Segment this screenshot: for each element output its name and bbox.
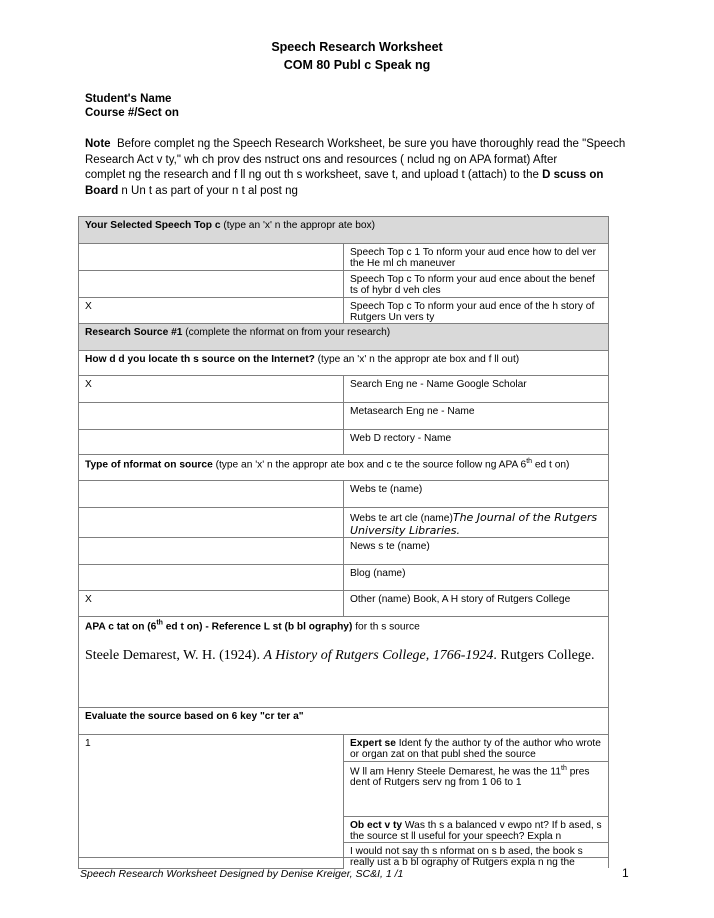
- locate-header-cell: [79, 351, 609, 376]
- type-header-cell: [79, 455, 609, 481]
- note-label: Note: [85, 138, 111, 150]
- evaluate-header-cell: [79, 708, 609, 735]
- worksheet-table: [78, 216, 609, 869]
- authority-prompt: Ident fy the author ty of the author who wrote or organ zat on that publ shed the source: [350, 738, 601, 760]
- locate-1-mark[interactable]: X: [79, 376, 344, 403]
- objectivity-prompt-cell: [344, 817, 609, 843]
- citation-publisher: . Rutgers College.: [493, 648, 595, 664]
- note-line-4: n Un t as part of your n t al post ng: [118, 184, 298, 197]
- type-1-text[interactable]: Webs te (name): [344, 481, 609, 508]
- type-1-mark[interactable]: [79, 481, 344, 508]
- authority-answer-sup: th: [561, 765, 567, 772]
- type-instructions-sup: th: [526, 458, 533, 465]
- locate-2-mark[interactable]: [79, 403, 344, 430]
- topic-header: Your Selected Speech Top c: [85, 220, 221, 231]
- apa-header: APA c tat on (6: [85, 621, 157, 633]
- footer-text: Speech Research Worksheet Designed by Denise Kreiger, SC&I, 1 /1: [80, 868, 404, 880]
- type-2-cell[interactable]: [344, 508, 609, 538]
- type-2-text: Webs te art cle (name): [350, 513, 453, 524]
- doc-subtitle: COM 80 Publ c Speak ng: [283, 58, 431, 72]
- apa-citation: [85, 648, 602, 664]
- authority-answer-text: W ll am Henry Steele Demarest, he was the 11: [350, 766, 562, 778]
- authority-label: Expert se: [350, 738, 396, 749]
- type-2-extra: The Journal of the Rutgers University Libraries.: [350, 511, 598, 537]
- locate-header: How d d you locate th s source on the Internet?: [85, 354, 315, 365]
- citation-title: A History of Rutgers College, 1766-1924: [263, 648, 494, 664]
- topic-1-text: Speech Top c 1 To nform your aud ence how to del ver the He ml ch maneuver: [344, 244, 609, 271]
- topic-1-mark[interactable]: [79, 244, 344, 271]
- type-5-mark[interactable]: X: [79, 591, 344, 617]
- doc-title: Speech Research Worksheet: [271, 40, 443, 54]
- note-board: Board: [85, 184, 119, 197]
- apa-cell[interactable]: [79, 617, 609, 708]
- page-number: 1: [622, 866, 629, 880]
- note-discussion: D scuss on: [542, 169, 604, 181]
- locate-1-text[interactable]: Search Eng ne - Name Google Scholar: [344, 376, 609, 403]
- authority-answer-end: pres dent of Rutgers serv ng from 1 06 to 1: [350, 766, 590, 789]
- topic-3-mark[interactable]: X: [79, 298, 344, 324]
- note-line-2: Research Act v ty," wh ch prov des nstruct ons and resources ( nclud ng on APA format) After: [85, 153, 558, 166]
- locate-instructions: (type an 'x' n the appropr ate box and f ll out): [314, 354, 520, 365]
- topic-2-text: Speech Top c To nform your aud ence about the benef ts of hybr d veh cles: [344, 271, 609, 298]
- objectivity-answer[interactable]: I would not say th s nformat on s b ased, the book s really ust a b bl ography of Rutgers expla n ng the: [344, 843, 609, 869]
- type-4-text[interactable]: Blog (name): [344, 565, 609, 591]
- note-line-1: Before complet ng the Speech Research Worksheet, be sure you have thoroughly read the "Speech: [116, 138, 626, 150]
- source-header-cell: [79, 324, 609, 351]
- evaluate-header: Evaluate the source based on 6 key "cr ter a": [85, 711, 304, 722]
- locate-3-text[interactable]: Web D rectory - Name: [344, 430, 609, 455]
- note-paragraph: [85, 137, 645, 199]
- citation-author: Steele Demarest, W. H. (1924).: [85, 648, 264, 664]
- locate-3-mark[interactable]: [79, 430, 344, 455]
- type-3-mark[interactable]: [79, 538, 344, 565]
- footer-divider: [78, 857, 609, 858]
- type-instructions: (type an 'x' n the appropr ate box and c te the source follow ng APA 6: [212, 459, 527, 471]
- type-5-text[interactable]: Other (name) Book, A H story of Rutgers College: [344, 591, 609, 617]
- type-instructions-end: ed t on): [532, 459, 570, 471]
- type-4-mark[interactable]: [79, 565, 344, 591]
- source-header: Research Source #1: [85, 327, 183, 338]
- topic-2-mark[interactable]: [79, 271, 344, 298]
- topic-instructions: (type an 'x' n the appropr ate box): [220, 220, 376, 231]
- type-header: Type of nformat on source: [85, 459, 213, 471]
- apa-instructions: for th s source: [352, 621, 420, 633]
- locate-2-text[interactable]: Metasearch Eng ne - Name: [344, 403, 609, 430]
- topic-3-text: Speech Top c To nform your aud ence of the h story of Rutgers Un vers ty: [344, 298, 609, 324]
- apa-header-end: ed t on) - Reference L st (b bl ography): [162, 621, 353, 633]
- authority-prompt-cell: [344, 735, 609, 762]
- course-label: Course #/Sect on: [85, 107, 179, 119]
- source-instructions: (complete the nformat on from your research): [182, 327, 391, 338]
- student-name-label: Student's Name: [85, 93, 172, 105]
- authority-answer[interactable]: [344, 762, 609, 817]
- criteria-number: 1: [79, 735, 344, 869]
- type-2-mark[interactable]: [79, 508, 344, 538]
- apa-header-sup: th: [156, 620, 163, 627]
- type-3-text[interactable]: News s te (name): [344, 538, 609, 565]
- note-line-3: complet ng the research and f ll ng out th s worksheet, save t, and upload t (attach) to the: [85, 169, 543, 181]
- objectivity-prompt: Was th s a balanced v ewpo nt? If b ased, s the source st ll useful for your speech? Expla n: [350, 820, 602, 842]
- topic-header-cell: [79, 217, 609, 244]
- objectivity-label: Ob ect v ty: [350, 820, 403, 831]
